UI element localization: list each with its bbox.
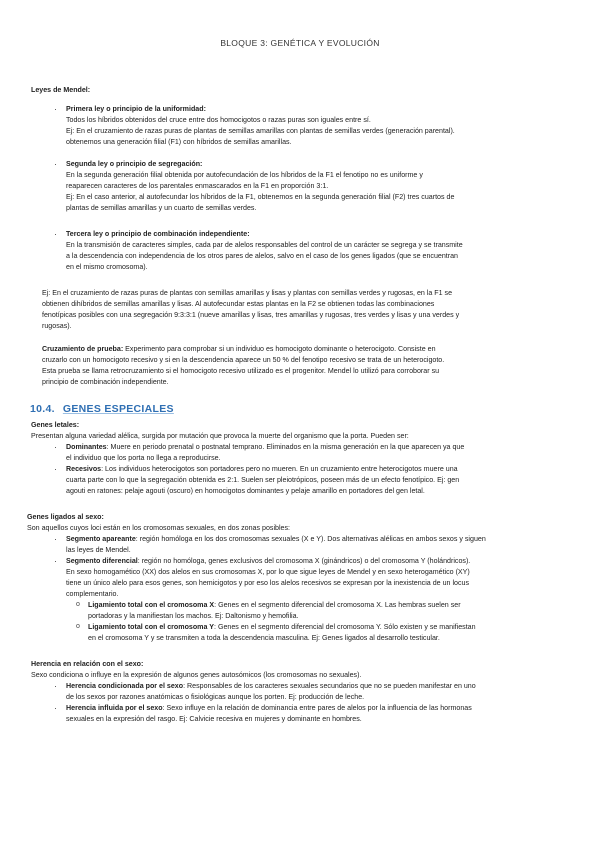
sexlinked-subitem-label: Ligamiento total con el cromosoma Y [88, 623, 215, 631]
lethal-item-text: : Muere en periodo prenatal o postnatal temprano. Eliminados en la misma generación en la que aparecen ya que [106, 443, 465, 451]
bullet-icon: · [54, 534, 57, 544]
sexrelated-item-line: sexuales en la expresión del rasgo. Ej: Calvicie recesiva en mujeres y dominante en hombres. [66, 715, 362, 723]
sexlinked-item-line [66, 556, 470, 567]
lethal-item-label: Recesivos [66, 465, 102, 473]
sexlinked-item-line: complementario. [66, 590, 119, 598]
law1-line: obtenemos una generación filial (F1) con híbridos de semillas amarillas. [66, 138, 292, 146]
sexlinked-item-line: En sexo homogamético (XX) dos alelos en sus cromosomas X, por lo que sigue leyes de Mendel y en sexo heterogamético (XY) [66, 568, 470, 576]
test-cross-text: Experimento para comprobar si un individuo es homocigoto dominante o heterocigoto. Consiste en [123, 345, 436, 353]
section-number: 10.4. [30, 403, 55, 415]
sexrelated-item-line [66, 681, 476, 692]
sexrelated-item-label: Herencia condicionada por el sexo [66, 682, 184, 690]
mendel-example-line: Ej: En el cruzamiento de razas puras de plantas con semillas amarillas y lisas y plantas con semillas verdes y rugosas, en la F1 se [42, 289, 453, 297]
bullet-icon: · [54, 681, 57, 691]
sexrelated-item-line [66, 703, 472, 714]
sexrelated-item-line: de los sexos por razones anatómicas o fisiológicas aunque los porten. Ej: producción de leche. [66, 693, 365, 701]
sexlinked-item-text: : región homóloga en los dos cromosomas sexuales (X e Y). Dos alternativas alélicas en ambos sexos y siguen [135, 535, 486, 543]
lethal-item-line [66, 442, 464, 453]
law3-line: a la descendencia con independencia de los otros pares de alelos, salvo en el caso de los genes ligados (que se encuentran [66, 252, 458, 260]
bullet-icon: · [54, 442, 57, 452]
mendel-example-line: rugosas). [42, 322, 72, 330]
sexlinked-subitem-text: : Genes en el segmento diferencial del cromosoma X. Las hembras suelen ser [214, 601, 461, 609]
sexlinked-subitem-line [88, 600, 461, 611]
bullet-icon: · [54, 159, 57, 169]
sexrelated-item-text: : Sexo influye en la relación de dominancia entre pares de alelos por la influencia de las hormonas [162, 704, 472, 712]
law2-line: reaparecen caracteres de los parentales enmascarados en la F1 en proporción 3:1. [66, 182, 329, 190]
sexrelated-item-label: Herencia influida por el sexo [66, 704, 163, 712]
test-cross-line [42, 344, 436, 355]
lethal-item-label: Dominantes [66, 443, 107, 451]
mendel-heading: Leyes de Mendel: [31, 86, 91, 94]
bullet-icon: · [54, 104, 57, 114]
mendel-example-line: fenotípicas posibles con una segregación 9:3:3:1 (nueve amarillas y lisas, tres amarillas y rugosas, tres verdes y lisas y una verdes y [42, 311, 460, 319]
bullet-icon: · [54, 703, 57, 713]
lethal-item-text: : Los individuos heterocigotos son portadores pero no mueren. En un cruzamiento entre heterocigotos muere una [101, 465, 458, 473]
lethal-item-line: cuarta parte con lo que la segregación obtenida es 2:1. Suelen ser pleiotrópicos, poseen más de un efecto fenotípico. Ej: gen [66, 476, 460, 484]
circle-bullet-icon: o [76, 623, 80, 630]
page-header-title: BLOQUE 3: GENÉTICA Y EVOLUCIÓN [220, 38, 380, 48]
sexlinked-item-line [66, 534, 486, 545]
law3-line: en el mismo cromosoma). [66, 263, 148, 271]
law3-title: Tercera ley o principio de combinación independiente: [66, 230, 250, 238]
circle-bullet-icon: o [76, 601, 80, 608]
test-cross-line: principio de combinación independiente. [42, 378, 169, 386]
sexlinked-subitem-text: : Genes en el segmento diferencial del cromosoma Y. Sólo existen y se manifiestan [214, 623, 476, 631]
sexlinked-item-label: Segmento apareante [66, 535, 136, 543]
law1-line: Ej: En el cruzamiento de razas puras de plantas de semillas amarillas con plantas de semillas verdes (generación parental). [66, 127, 455, 135]
sexlinked-subitem-line [88, 622, 476, 633]
lethal-item-line [66, 464, 458, 475]
law2-line: Ej: En el caso anterior, al autofecundar los híbridos de la F1, obtenemos en la segunda generación filial (F2) tres cuartos de [66, 193, 455, 201]
sexlinked-heading: Genes ligados al sexo: [27, 513, 104, 521]
law3-line: En la transmisión de caracteres simples, cada par de alelos responsables del control de un carácter se segrega y se transmite [66, 241, 463, 249]
law1-line: Todos los híbridos obtenidos del cruce entre dos homocigotos o razas puras son iguales entre sí. [66, 116, 371, 124]
lethal-heading: Genes letales: [31, 421, 80, 429]
mendel-example-line: obtienen dihíbridos de semillas amarillas y lisas. Al autofecundar estas plantas en la F2 se obtienen todas las combinaciones [42, 300, 435, 308]
sexlinked-intro: Son aquellos cuyos loci están en los cromosomas sexuales, en dos zonas posibles: [27, 524, 291, 532]
law2-line: En la segunda generación filial obtenida por autofecundación de los híbridos de la F1 el fenotipo no es uniforme y [66, 171, 423, 179]
lethal-item-line: el individuo que los porta no llega a reproducirse. [66, 454, 221, 462]
lethal-intro: Presentan alguna variedad alélica, surgida por mutación que provoca la muerte del organismo que la porta. Pueden ser: [31, 432, 409, 440]
sexlinked-item-text: : región no homóloga, genes exclusivos del cromosoma X (ginándricos) o del cromosoma Y (holándricos). [137, 557, 471, 565]
law2-title: Segunda ley o principio de segregación: [66, 160, 203, 168]
test-cross-line: cruzarlo con un homocigoto recesivo y si en la descendencia aparece un 50 % del fenotipo recesivo se trata de un heterocigoto. [42, 356, 445, 364]
lethal-item-line: agouti en ratones: pelaje agouti (oscuro) en homocigotos dominantes y pelaje amarillo en portadores del gen letal. [66, 487, 425, 495]
law1-title: Primera ley o principio de la uniformidad: [66, 105, 206, 113]
sexlinked-item-line: las leyes de Mendel. [66, 546, 131, 554]
test-cross-line: Esta prueba se llama retrocruzamiento si el homocigoto recesivo utilizado es el progenitor. Mendel lo utilizó para corroborar su [42, 367, 440, 375]
sexlinked-subitem-label: Ligamiento total con el cromosoma X [88, 601, 215, 609]
sexlinked-item-label: Segmento diferencial [66, 557, 138, 565]
section-heading [30, 403, 174, 415]
law2-line: plantas de semillas amarillas y un cuarto de semillas verdes. [66, 204, 257, 212]
bullet-icon: · [54, 229, 57, 239]
sexlinked-subitem-line: portadoras y la manifiestan los machos. Ej: Daltonismo y hemofilia. [88, 612, 299, 620]
sexrelated-heading: Herencia en relación con el sexo: [31, 660, 144, 668]
sexrelated-item-text: : Responsables de los caracteres sexuales secundarios que no se pueden manifestar en uno [183, 682, 476, 690]
bullet-icon: · [54, 464, 57, 474]
sexlinked-item-line: tiene un único alelo para esos genes, son hemicigotos y por eso los alelos recesivos se expresan por la inexistencia de un locus [66, 579, 470, 587]
section-title: GENES ESPECIALES [62, 403, 174, 415]
sexlinked-subitem-line: en el cromosoma Y y se transmiten a toda la descendencia masculina. Ej: Genes ligados al desarrollo testicular. [88, 634, 440, 642]
bullet-icon: · [54, 556, 57, 566]
sexrelated-intro: Sexo condiciona o influye en la expresión de algunos genes autosómicos (los cromosomas no sexuales). [31, 671, 362, 679]
test-cross-label: Cruzamiento de prueba: [42, 345, 124, 353]
